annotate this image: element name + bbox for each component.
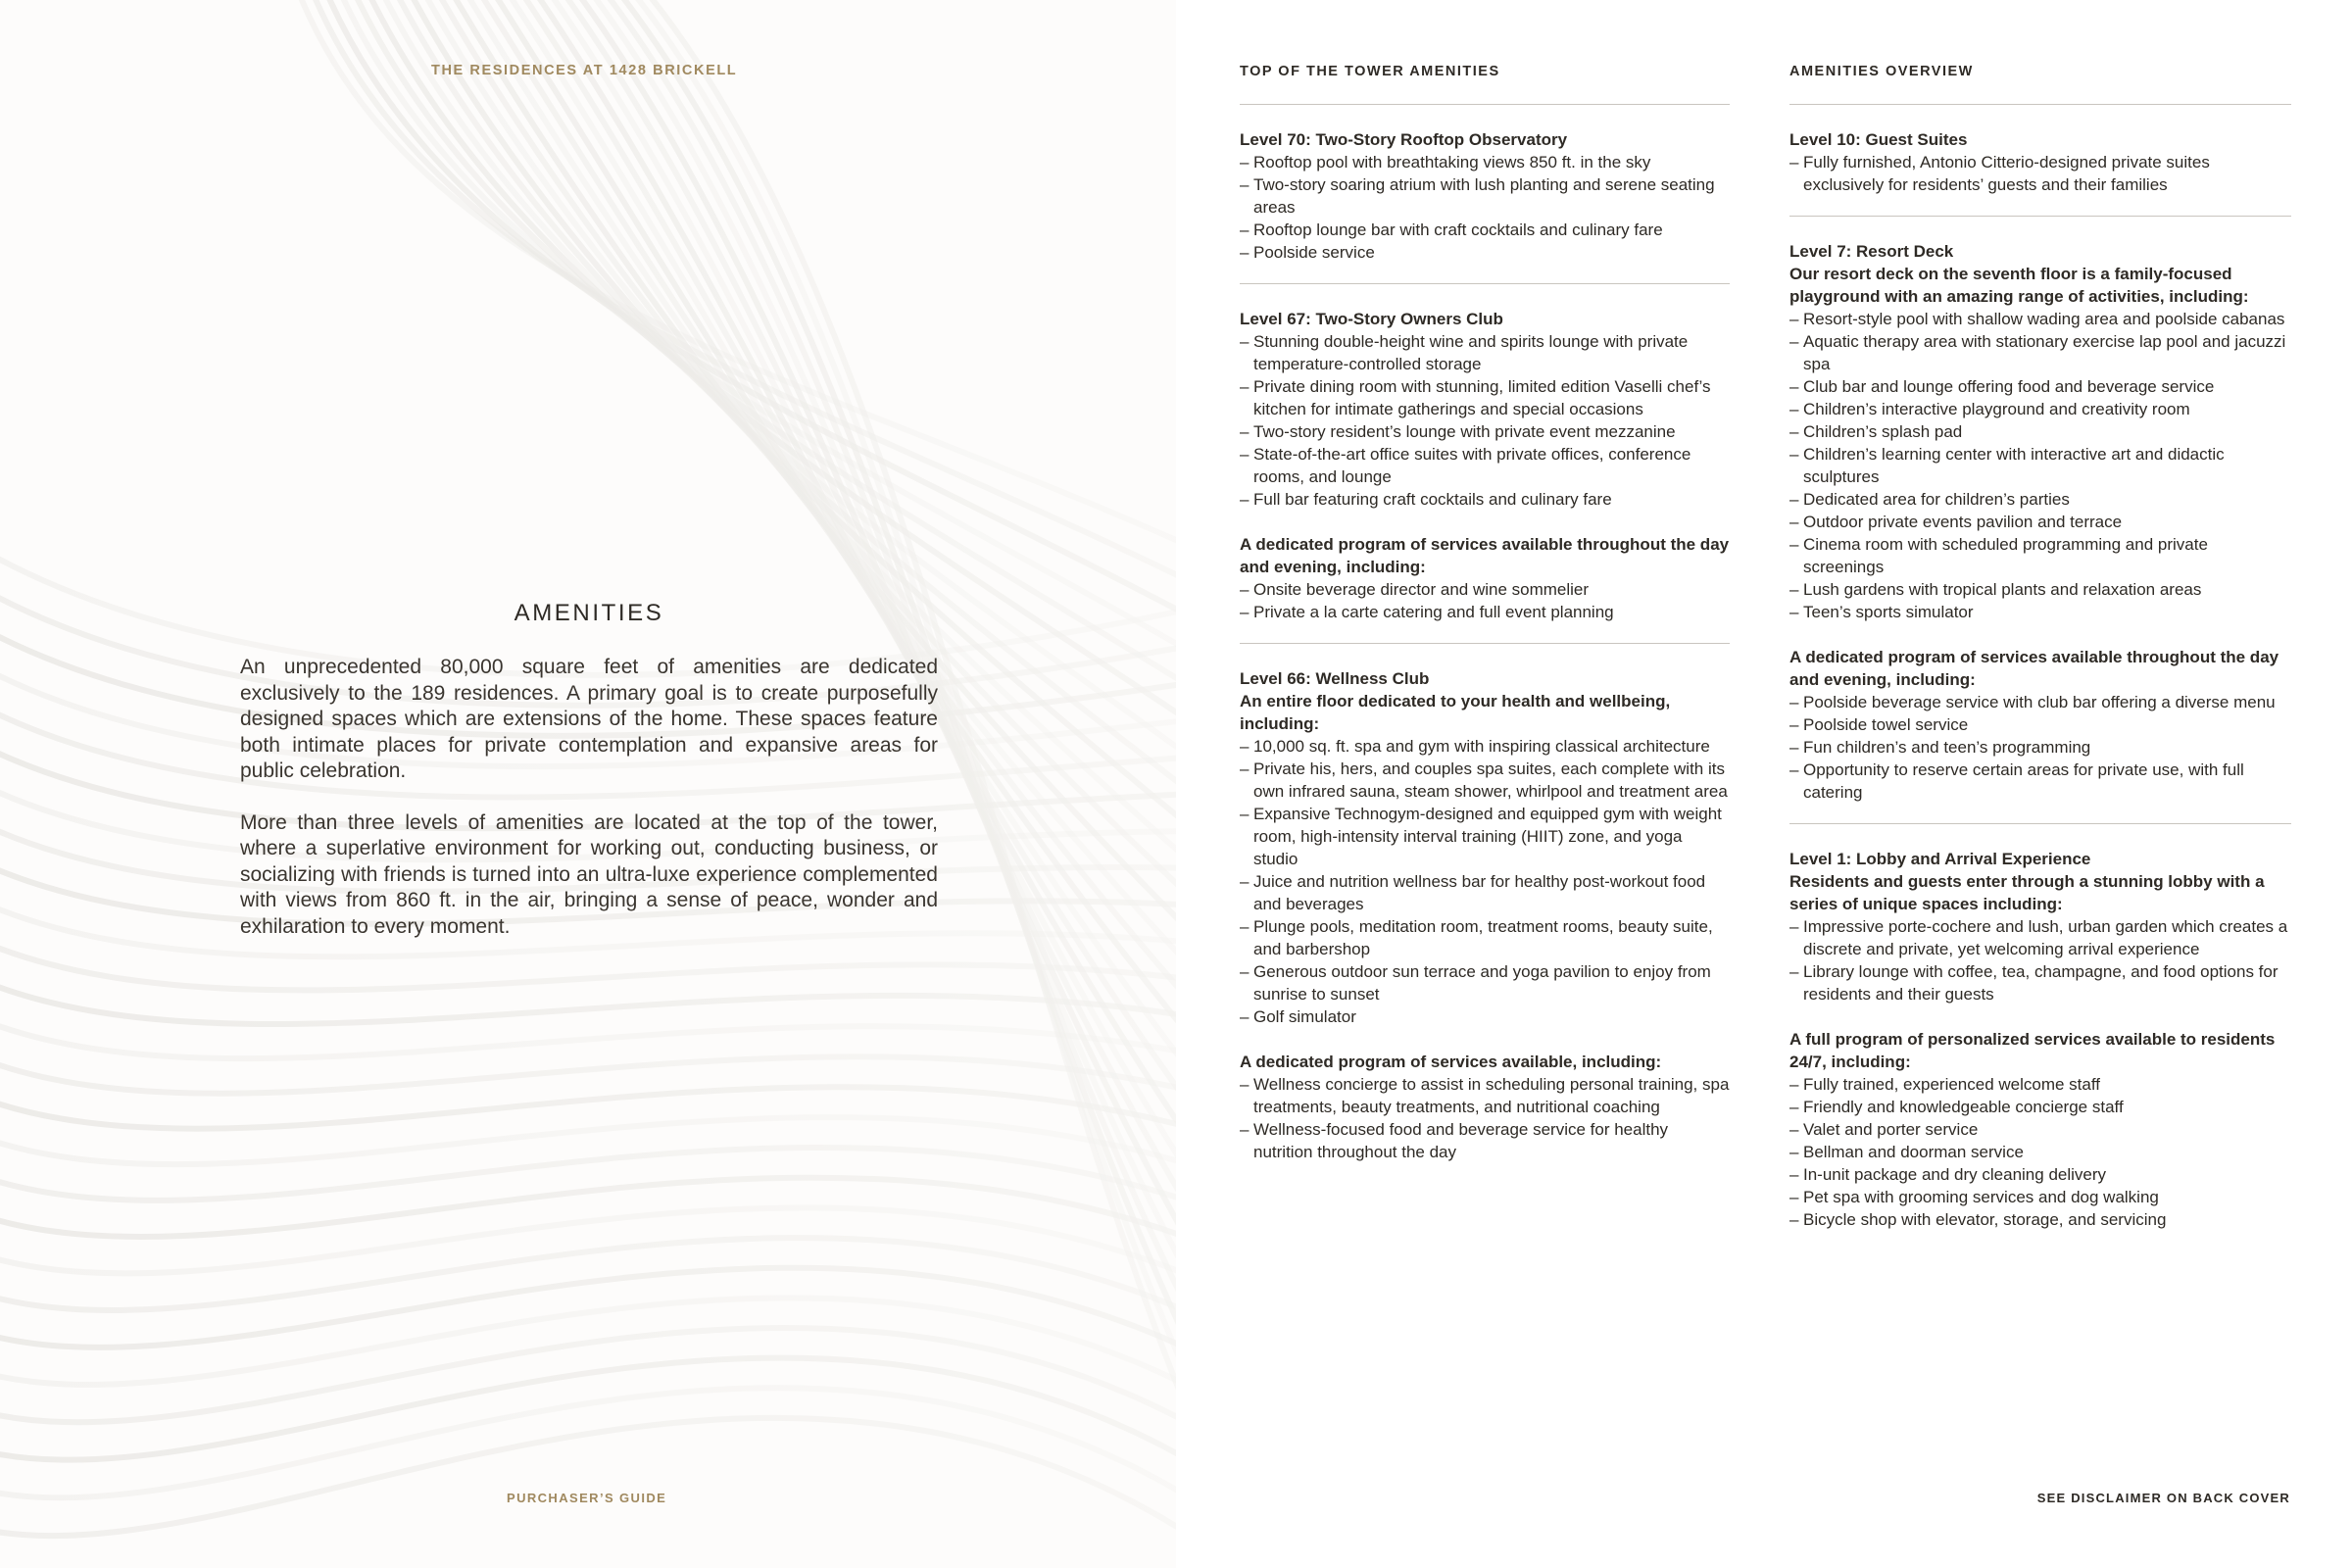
list-item: – Lush gardens with tropical plants and relaxation areas xyxy=(1789,578,2291,601)
services-list xyxy=(1789,691,2291,804)
section-title: Level 1: Lobby and Arrival Experience xyxy=(1789,850,2091,868)
list-item: – Generous outdoor sun terrace and yoga pavilion to enjoy from sunrise to sunset xyxy=(1240,960,1730,1005)
level-70-section xyxy=(1240,128,1730,264)
column-heading: TOP OF THE TOWER AMENITIES xyxy=(1240,64,1500,79)
intro-paragraph: More than three levels of amenities are located at the top of the tower, where a superlative environment for working out, conducting business, or socializing with friends is turned into an ultra-luxe experience complemented with views from 860 ft. in the air, bringing a sense of peace, wonder and exhilaration to every moment. xyxy=(240,810,938,938)
list-item: – Fun children’s and teen’s programming xyxy=(1789,736,2291,759)
list-item: – State-of-the-art office suites with private offices, conference rooms, and lounge xyxy=(1240,443,1730,488)
list-item: – Fully trained, experienced welcome staff xyxy=(1789,1073,2291,1096)
list-item: – Onsite beverage director and wine sommelier xyxy=(1240,578,1730,601)
list-item: – Private his, hers, and couples spa suites, each complete with its own infrared sauna, steam shower, whirlpool and treatment area xyxy=(1240,758,1730,803)
list-item: – Full bar featuring craft cocktails and culinary fare xyxy=(1240,488,1730,511)
section-intro: Residents and guests enter through a stunning lobby with a series of unique spaces including: xyxy=(1789,872,2265,913)
list-item: – Wellness concierge to assist in scheduling personal training, spa treatments, beauty treatments, and nutritional coaching xyxy=(1240,1073,1730,1118)
list-item: – Cinema room with scheduled programming and private screenings xyxy=(1789,533,2291,578)
list-item: – Bicycle shop with elevator, storage, and servicing xyxy=(1789,1208,2291,1231)
amenity-list xyxy=(1789,308,2291,623)
list-item: – Poolside service xyxy=(1240,241,1730,264)
amenity-list xyxy=(1240,330,1730,511)
list-item: – Friendly and knowledgeable concierge staff xyxy=(1789,1096,2291,1118)
amenity-list xyxy=(1240,735,1730,1028)
amenity-list xyxy=(1240,151,1730,264)
services-list xyxy=(1789,1073,2291,1231)
list-item: – Stunning double-height wine and spirits lounge with private temperature-controlled storage xyxy=(1240,330,1730,375)
list-item: – Juice and nutrition wellness bar for healthy post-workout food and beverages xyxy=(1240,870,1730,915)
services-intro: A dedicated program of services available throughout the day and evening, including: xyxy=(1789,648,2279,689)
list-item: – Library lounge with coffee, tea, champagne, and food options for residents and their guests xyxy=(1789,960,2291,1005)
list-item: – Rooftop pool with breathtaking views 850 ft. in the sky xyxy=(1240,151,1730,173)
list-item: – Outdoor private events pavilion and terrace xyxy=(1789,511,2291,533)
column-heading: AMENITIES OVERVIEW xyxy=(1789,64,1974,79)
level-67-section xyxy=(1240,308,1730,623)
intro-text xyxy=(240,655,938,965)
divider xyxy=(1240,643,1730,644)
list-item: – Rooftop lounge bar with craft cocktails and culinary fare xyxy=(1240,219,1730,241)
footer-guide-label: PURCHASER’S GUIDE xyxy=(507,1491,667,1505)
divider xyxy=(1789,216,2291,217)
list-item: – Impressive porte-cochere and lush, urban garden which creates a discrete and private, yet welcoming arrival experience xyxy=(1789,915,2291,960)
list-item: – Expansive Technogym-designed and equipped gym with weight room, high-intensity interval training (HIIT) zone, and yoga studio xyxy=(1240,803,1730,870)
list-item: – Valet and porter service xyxy=(1789,1118,2291,1141)
services-intro: A dedicated program of services available, including: xyxy=(1240,1053,1662,1071)
services-intro: A full program of personalized services available to residents 24/7, including: xyxy=(1789,1030,2276,1071)
page-title: AMENITIES xyxy=(514,600,664,626)
list-item: – Private a la carte catering and full event planning xyxy=(1240,601,1730,623)
section-title: Level 66: Wellness Club xyxy=(1240,669,1430,688)
footer-disclaimer-label: SEE DISCLAIMER ON BACK COVER xyxy=(2036,1491,2290,1505)
section-title: Level 67: Two-Story Owners Club xyxy=(1240,310,1503,328)
divider xyxy=(1789,104,2291,105)
list-item: – Two-story soaring atrium with lush planting and serene seating areas xyxy=(1240,173,1730,219)
services-list xyxy=(1240,1073,1730,1163)
list-item: – Plunge pools, meditation room, treatment rooms, beauty suite, and barbershop xyxy=(1240,915,1730,960)
list-item: – Club bar and lounge offering food and beverage service xyxy=(1789,375,2291,398)
list-item: – Golf simulator xyxy=(1240,1005,1730,1028)
services-intro: A dedicated program of services available throughout the day and evening, including: xyxy=(1240,535,1730,576)
list-item: – Children’s interactive playground and creativity room xyxy=(1789,398,2291,420)
column-top-of-tower xyxy=(1240,61,1730,1163)
intro-paragraph: An unprecedented 80,000 square feet of amenities are dedicated exclusively to the 189 residences. A primary goal is to create purposefully designed spaces which are extensions of the home. These spaces feature both intimate places for private contemplation and expansive areas for public celebration. xyxy=(240,656,938,782)
column-amenities-overview xyxy=(1789,61,2291,1231)
list-item: – Pet spa with grooming services and dog walking xyxy=(1789,1186,2291,1208)
section-title: Level 10: Guest Suites xyxy=(1789,130,1968,149)
divider xyxy=(1789,823,2291,824)
list-item: – Opportunity to reserve certain areas for private use, with full catering xyxy=(1789,759,2291,804)
section-title: Level 70: Two-Story Rooftop Observatory xyxy=(1240,130,1568,149)
section-title: Level 7: Resort Deck xyxy=(1789,242,1954,261)
amenity-list xyxy=(1789,915,2291,1005)
level-7-section xyxy=(1789,240,2291,804)
list-item: – Resort-style pool with shallow wading area and poolside cabanas xyxy=(1789,308,2291,330)
list-item: – Wellness-focused food and beverage service for healthy nutrition throughout the day xyxy=(1240,1118,1730,1163)
list-item: – Teen’s sports simulator xyxy=(1789,601,2291,623)
list-item: – In-unit package and dry cleaning delivery xyxy=(1789,1163,2291,1186)
services-list xyxy=(1240,578,1730,623)
list-item: – Poolside beverage service with club bar offering a diverse menu xyxy=(1789,691,2291,713)
amenity-list xyxy=(1789,151,2291,196)
list-item: – Children’s splash pad xyxy=(1789,420,2291,443)
list-item: – 10,000 sq. ft. spa and gym with inspiring classical architecture xyxy=(1240,735,1730,758)
list-item: – Private dining room with stunning, limited edition Vaselli chef’s kitchen for intimate gatherings and special occasions xyxy=(1240,375,1730,420)
section-intro: An entire floor dedicated to your health and wellbeing, including: xyxy=(1240,692,1671,733)
list-item: – Two-story resident’s lounge with private event mezzanine xyxy=(1240,420,1730,443)
level-10-section xyxy=(1789,128,2291,196)
swirl-line xyxy=(0,0,1176,1166)
divider xyxy=(1240,104,1730,105)
level-1-section xyxy=(1789,848,2291,1231)
list-item: – Fully furnished, Antonio Citterio-designed private suites exclusively for residents’ guests and their families xyxy=(1789,151,2291,196)
level-66-section xyxy=(1240,667,1730,1163)
section-intro: Our resort deck on the seventh floor is a family-focused playground with an amazing range of activities, including: xyxy=(1789,265,2249,306)
divider xyxy=(1240,283,1730,284)
list-item: – Bellman and doorman service xyxy=(1789,1141,2291,1163)
running-head: THE RESIDENCES AT 1428 BRICKELL xyxy=(431,63,738,78)
list-item: – Aquatic therapy area with stationary exercise lap pool and jacuzzi spa xyxy=(1789,330,2291,375)
list-item: – Dedicated area for children’s parties xyxy=(1789,488,2291,511)
list-item: – Children’s learning center with interactive art and didactic sculptures xyxy=(1789,443,2291,488)
list-item: – Poolside towel service xyxy=(1789,713,2291,736)
